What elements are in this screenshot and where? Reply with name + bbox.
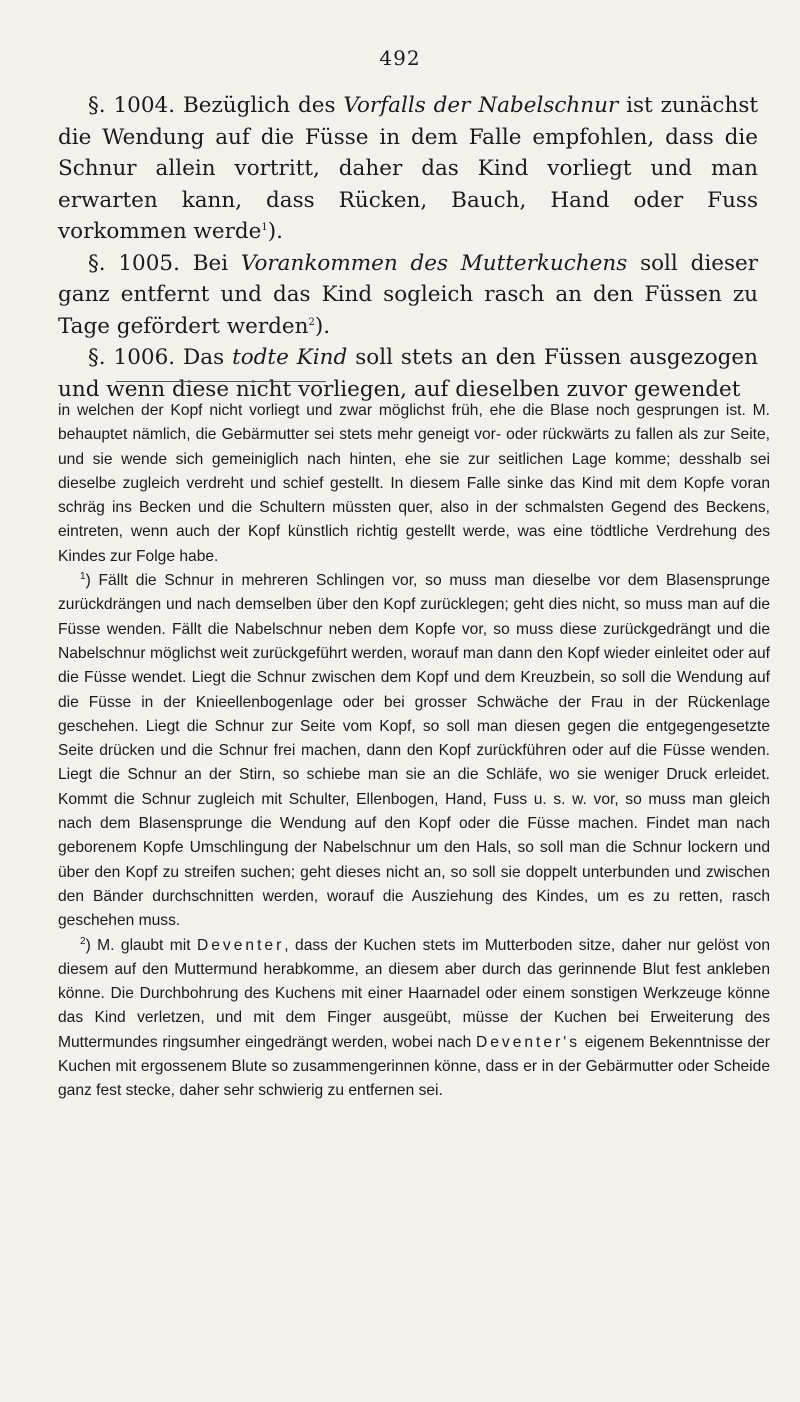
paragraph-1004	[58, 90, 758, 248]
section-term: Vorfalls der Nabelschnur	[343, 93, 619, 118]
footnote-2	[58, 934, 770, 1104]
footnote-continuation: in welchen der Kopf nicht vorliegt und zwar möglichst früh, ehe die Blase noch gesprungen ist. M. behauptet nämlich, die Gebärmutter sei stets mehr geneigt vor- oder rückwärts zu fallen als zur Seite, und sie wende sich gemeiniglich nach hinten, ehe sie zur seitlichen Lage komme; desshalb sei dieselbe zugleich verdreht und schief gestellt. In diesem Falle sinke das Kind mit dem Kopfe voran schräg ins Becken und die Schultern müssten quer, also in der schmalsten Gegend des Beckens, eintreten, wenn auch der Kopf künstlich richtig gestellt werde, was eine tödtliche Verdrehung des Kindes zur Folge habe.	[58, 402, 770, 565]
section-prefix: §. 1006. Das	[88, 345, 233, 370]
section-term: Vorankommen des Mutterkuchens	[240, 250, 628, 276]
main-text	[58, 90, 758, 405]
section-end: ).	[267, 219, 284, 244]
paragraph-1006	[58, 342, 758, 405]
section-prefix: §. 1004. Bezüglich des	[88, 93, 344, 118]
footnote-text: , dass der Kuchen stets im Mutterboden sitze, daher nur gelöst von diesem auf den Muttermund herabkomme, an diesem aber durch das gerinnende Blut fest ankleben könne. Die Durchbohrung des Kuchens mit einer Haarnadel oder einem sonstigen Werkzeuge könne das Kind verletzen, und mit dem Finger ausgeübt, müsse der Kuchen bei Erweiterung des Muttermundes ringsumher eingedrängt werden, wobei nach	[58, 936, 770, 1051]
footnotes	[58, 399, 770, 1104]
footnote-ref: 1	[261, 221, 268, 233]
footnote-text: eigenem Bekenntnisse der Kuchen mit ergossenem Blute so zusammengerinnen könne, dass er in der Gebärmutter oder Scheide ganz fest stecke, daher sehr schwierig zu entfernen sei.	[58, 1033, 770, 1100]
paragraph-1005	[58, 248, 758, 343]
author-name: Deventer's	[475, 1033, 581, 1051]
section-text: soll stets an den Füssen ausgezogen und wenn diese nicht vorliegen, auf dieselben zuvor gewendet	[58, 345, 758, 402]
section-end: ).	[314, 313, 331, 339]
section-term: todte Kind	[232, 345, 348, 370]
footnote-text: ) Fällt die Schnur in mehreren Schlingen vor, so muss man dieselbe vor dem Blasensprunge zurückdrängen und nach demselben über den Kopf zurücklegen; geht dies nicht, so muss man auf die Füsse wenden. Fällt die Nabelschnur neben dem Kopfe vor, so muss diese zurückgedrängt und die Nabelschnur möglichst weit zurückgeführt werden, worauf man dann den Kopf wieder einleitet oder auf die Füsse wendet. Liegt die Schnur zwischen dem Kopf und dem Kreuzbein, so soll die Wendung auf die Füsse in der Knieellenbogenlage oder bei grosser Schwäche der Frau in der Rückenlage geschehen. Liegt die Schnur zur Seite vom Kopf, so soll man diesen gegen die entgegengesetzte Seite drücken und die Schnur frei machen, dann den Kopf zurückführen oder auf die Füsse wenden. Liegt die Schnur an der Stirn, so schiebe man sie an die Schläfe, wo sie weniger Druck erleidet. Kommt die Schnur zugleich mit Schulter, Ellenbogen, Hand, Fuss u. s. w. vor, so muss man gleich nach dem Blasensprunge die Wendung auf den Kopf oder die Füsse machen. Findet man nach geborenem Kopfe Umschlingung der Nabelschnur um den Hals, so soll man die Schnur lockern und über den Kopf zu streifen suchen; geht dieses nicht an, so soll sie doppelt unterbunden und zwischen den Bänder durchschnitten werden, worauf die Ausziehung des Kindes, um es zu retten, rasch geschehen muss.	[58, 572, 770, 930]
footnote-1	[58, 569, 770, 933]
footnote-marker: 2	[80, 935, 86, 947]
footnote-divider	[116, 381, 326, 382]
footnote-text: ) M. glaubt mit	[85, 936, 197, 954]
footnote-ref: 2	[308, 316, 315, 328]
page-number: 492	[379, 46, 421, 70]
section-text: ist zunächst die Wendung auf die Füsse in dem Falle empfohlen, dass die Schnur allein vortritt, daher das Kind vorliegt und man erwarten kann, dass Rücken, Bauch, Hand oder Fuss vorkommen werde	[58, 93, 758, 244]
footnote-marker: 1	[80, 570, 86, 582]
author-name: Deventer	[197, 936, 285, 954]
section-prefix: §. 1005. Bei	[88, 250, 241, 276]
section-text: soll dieser ganz entfernt und das Kind sogleich rasch an den Füssen zu Tage gefördert werden	[58, 250, 758, 339]
